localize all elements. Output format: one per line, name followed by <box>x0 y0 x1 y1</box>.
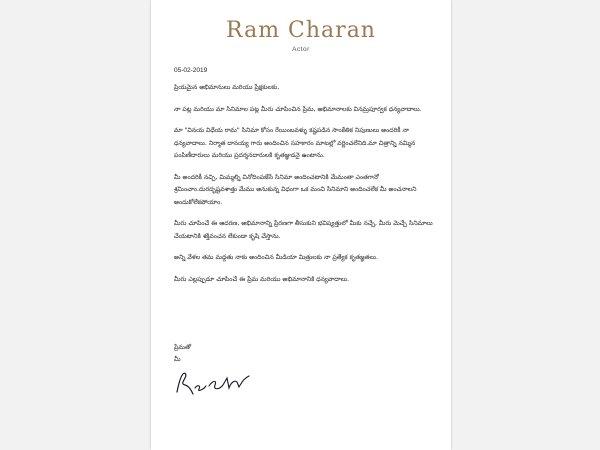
letter-paragraph-3: మీ అందరికీ నచ్చి, మిమ్మల్ని వినోదింపజేసే సినిమా అందించటానికి మేమంతా ఎంతగానో శ్రమించాం.దురదృష్టవశాత్తు మేము అనుకున్న విధంగా ఒక మంచి సినిమాని అందించలేక మీ అంచనాలని అందుకోలేకపోయాం. <box>174 173 417 206</box>
letter-salutation: ప్రియమైన అభిమానులు మరియు ప్రేక్షకులకు, <box>174 84 280 91</box>
letter-date: 05-02-2019 <box>174 67 208 74</box>
letter-paragraph-6: మీరు ఎల్లప్పుడూ చూపించే ఈ ప్రేమ మరియు అభిమానానికి ధన్యవాదాలు. <box>174 275 350 283</box>
letter-paragraph-2: మా "వినయ విధేయ రామ" సినిమా కోసం రేయింబవళ్ళు కష్టపడిన సాంకేతిక నిపుణులు అందరికీ నా ధన్యవాదాలు. నిర్మాత దానయ్య గారు అందించిన సహకారం మాటల్లో వర్ణించలేనిది.మా చిత్రాన్ని నమ్మిన పంపిణీదారులు మరియు ప్రదర్శనదారులకి కృతజ్ఞుడనై ఉంటాను. <box>174 127 416 159</box>
letter-paragraph-4: మీరు చూపించే ఈ ఆదరణ, అభిమానాన్ని ప్రేరణగా తీసుకుని భవిష్యత్తులో మీకు నచ్చే, మీరు మెచ్చే సినిమాలు చేయటానికి శక్తివంచన లేకుండా కృషి చేస్తాను. <box>174 220 433 240</box>
signature-image <box>173 368 263 398</box>
letter-page <box>151 0 451 450</box>
letter-paragraph-1: నా పట్ల మరియు మా సినిమాల పట్ల మీరు చూపించిన ప్రేమ, అభిమానాలకు వినమ్రపూర్వక ధన్యవాదాలు. <box>174 105 422 113</box>
letterhead-subtitle: Actor <box>292 46 310 53</box>
letter-body <box>174 82 434 295</box>
letterhead-name: Ram Charan <box>226 18 376 43</box>
letter-paragraph-5: అన్ని వేళల తమ మద్దతు నాకు అందించిన మీడియా మిత్రులకు నా ప్రత్యేక కృతజ్ఞతలు. <box>174 254 378 261</box>
letter-closing <box>174 342 191 366</box>
closing-line-2: మీ <box>174 356 181 363</box>
closing-line-1: ప్రేమతో <box>174 344 191 351</box>
